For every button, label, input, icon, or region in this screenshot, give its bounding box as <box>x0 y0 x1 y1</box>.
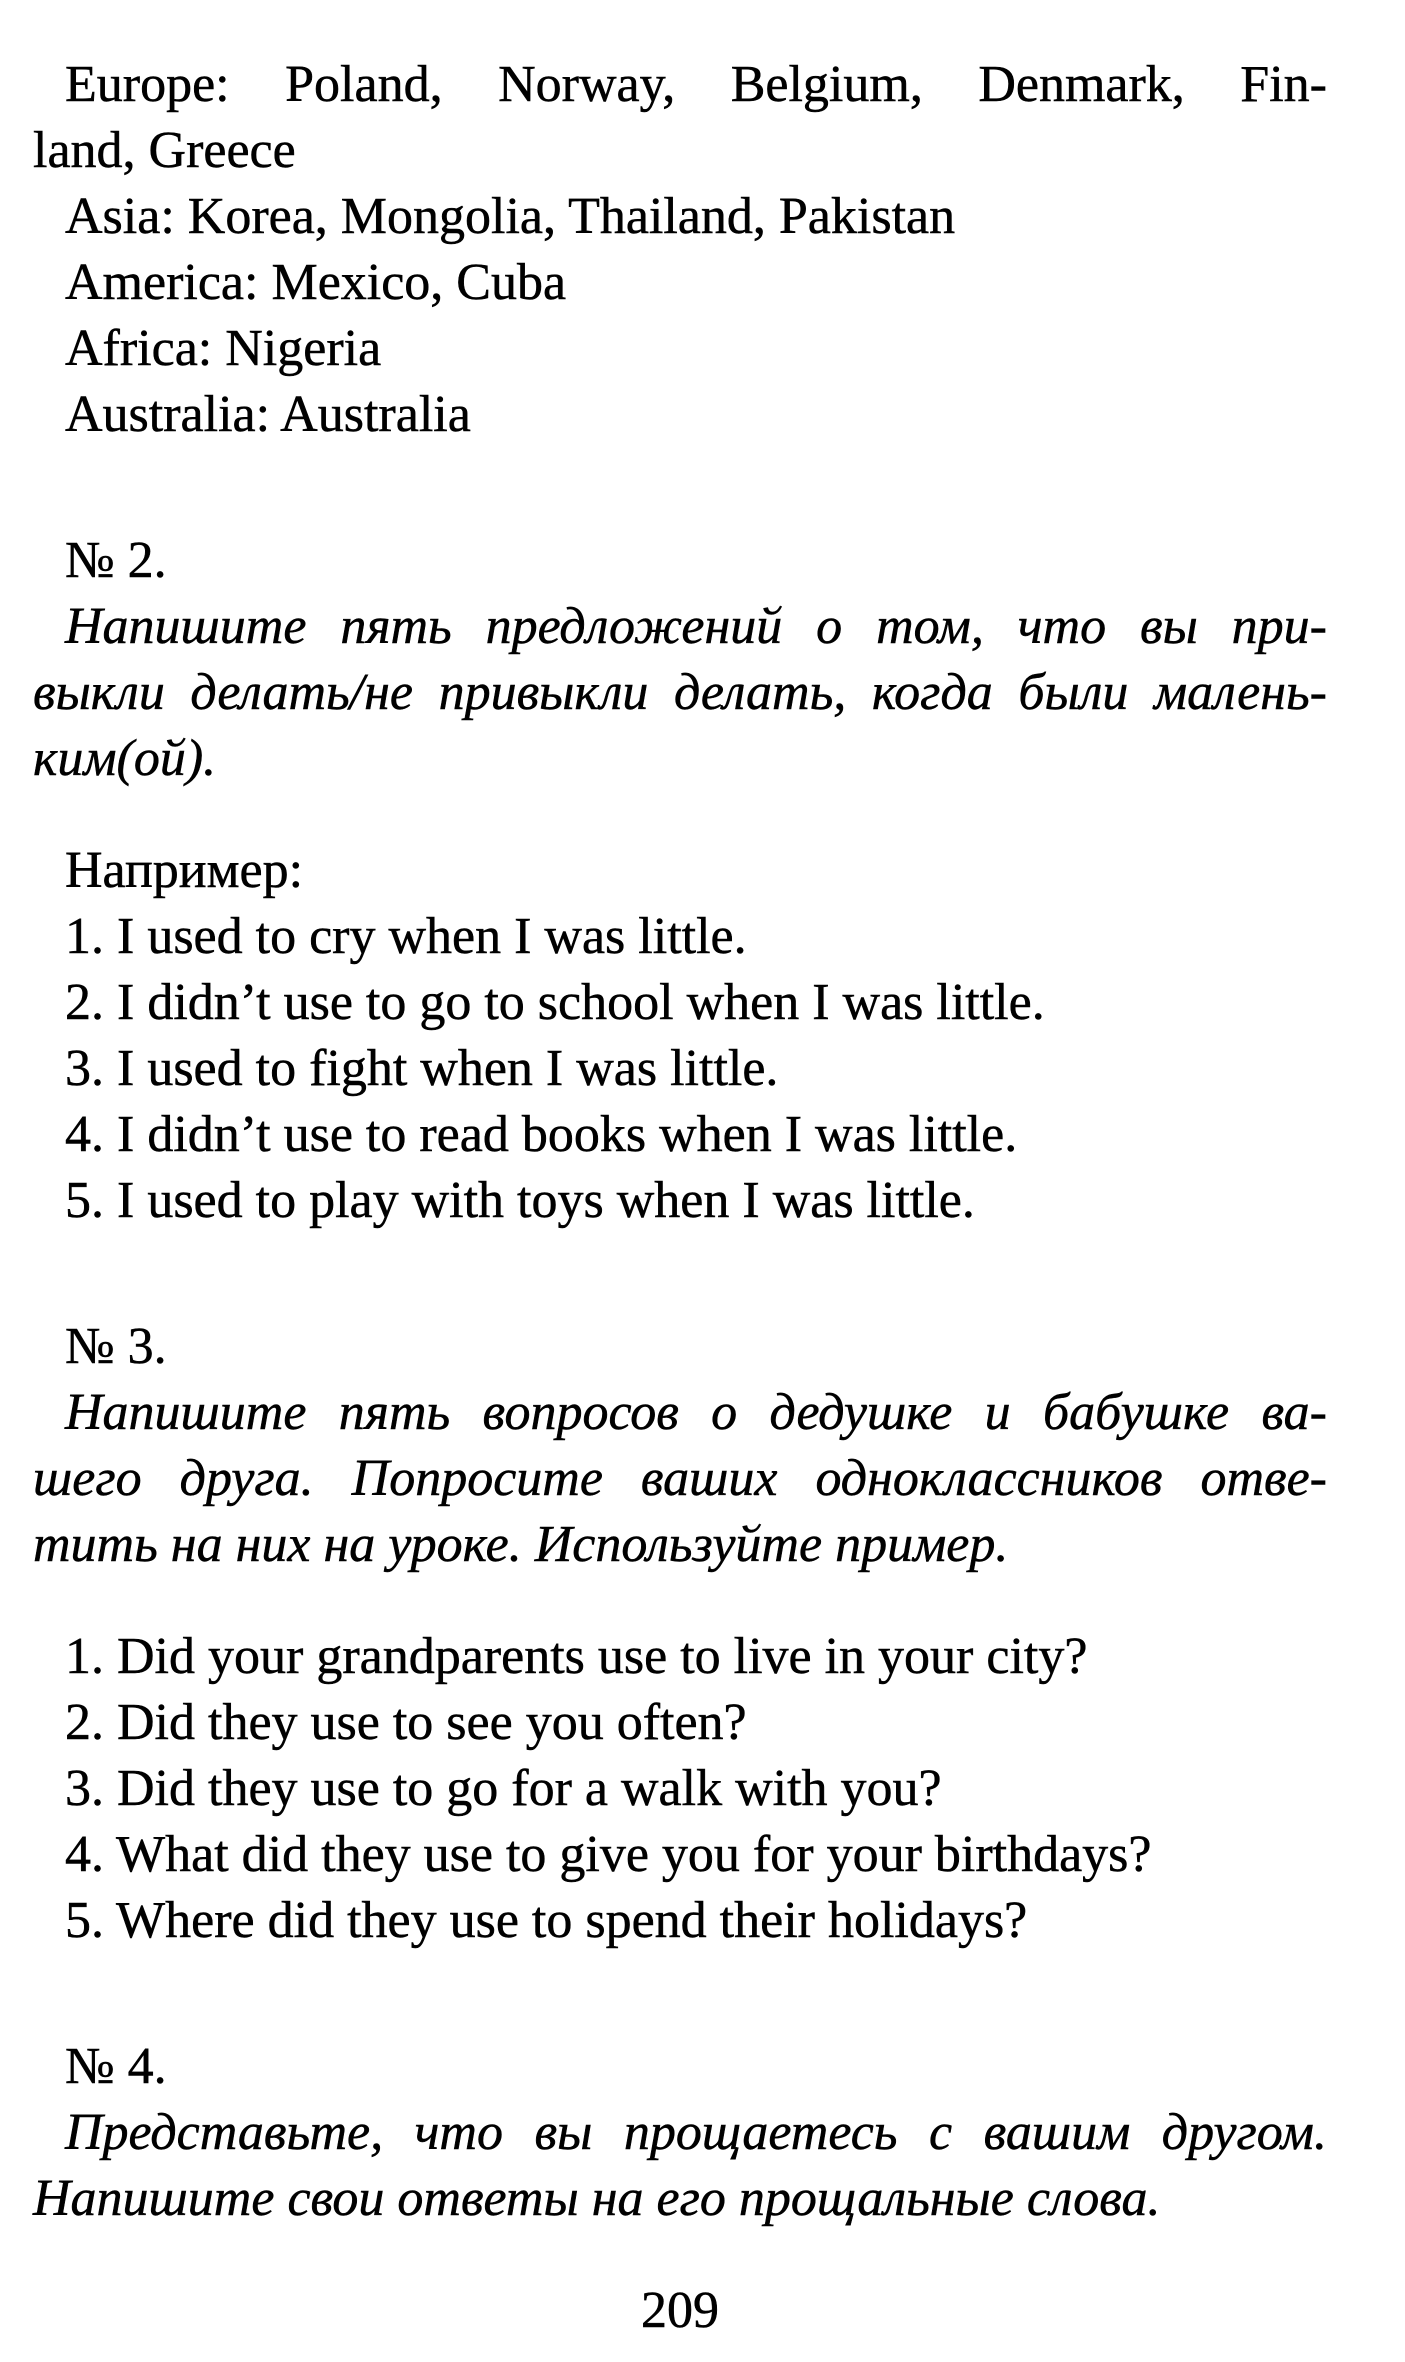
exercise-4-task-line: Представьте, что вы прощаетесь с вашим другом. <box>65 2104 1327 2161</box>
exercise-3-task-line: Напишите пять вопросов о дедушке и бабушке ва- <box>65 1384 1327 1441</box>
exercise-3-task-line: тить на них на уроке. Используйте пример. <box>33 1516 1009 1573</box>
exercise-3-heading: № 3. <box>65 1318 167 1375</box>
page-number: 209 <box>641 2282 719 2339</box>
exercise-2-task-line: выкли делать/не привыкли делать, когда были малень- <box>33 664 1327 721</box>
exercise-4 <box>33 2034 1327 2232</box>
continents-line: land, Greece <box>33 122 296 179</box>
exercise-2-task-line: ким(ой). <box>33 730 217 787</box>
exercise-2-examples <box>33 838 1327 1234</box>
continents-line: Asia: Korea, Mongolia, Thailand, Pakistan <box>65 188 956 245</box>
exercise-2-heading: № 2. <box>65 532 167 589</box>
continents-list <box>33 52 1327 448</box>
question-item: 2. Did they use to see you often? <box>65 1694 747 1751</box>
examples-label: Например: <box>65 842 304 899</box>
example-item: 2. I didn’t use to go to school when I was little. <box>65 974 1045 1031</box>
exercise-4-task-line: Напишите свои ответы на его прощальные слова. <box>33 2170 1161 2227</box>
exercise-3-questions <box>33 1624 1327 1954</box>
question-item: 3. Did they use to go for a walk with you? <box>65 1760 942 1817</box>
continents-line: Australia: Australia <box>65 386 471 443</box>
continents-line: Africa: Nigeria <box>65 320 382 377</box>
continents-line: Europe: Poland, Norway, Belgium, Denmark, Fin- <box>65 56 1327 113</box>
exercise-2 <box>33 528 1327 792</box>
exercise-4-heading: № 4. <box>65 2038 167 2095</box>
continents-line: America: Mexico, Cuba <box>65 254 567 311</box>
exercise-3-task-line: шего друга. Попросите ваших одноклассников отве- <box>33 1450 1327 1507</box>
question-item: 5. Where did they use to spend their holidays? <box>65 1892 1028 1949</box>
question-item: 1. Did your grandparents use to live in your city? <box>65 1628 1088 1685</box>
exercise-2-task-line: Напишите пять предложений о том, что вы при- <box>65 598 1327 655</box>
example-item: 4. I didn’t use to read books when I was little. <box>65 1106 1018 1163</box>
question-item: 4. What did they use to give you for your birthdays? <box>65 1826 1152 1883</box>
example-item: 1. I used to cry when I was little. <box>65 908 747 965</box>
exercise-3 <box>33 1314 1327 1578</box>
example-item: 5. I used to play with toys when I was little. <box>65 1172 975 1229</box>
example-item: 3. I used to fight when I was little. <box>65 1040 779 1097</box>
